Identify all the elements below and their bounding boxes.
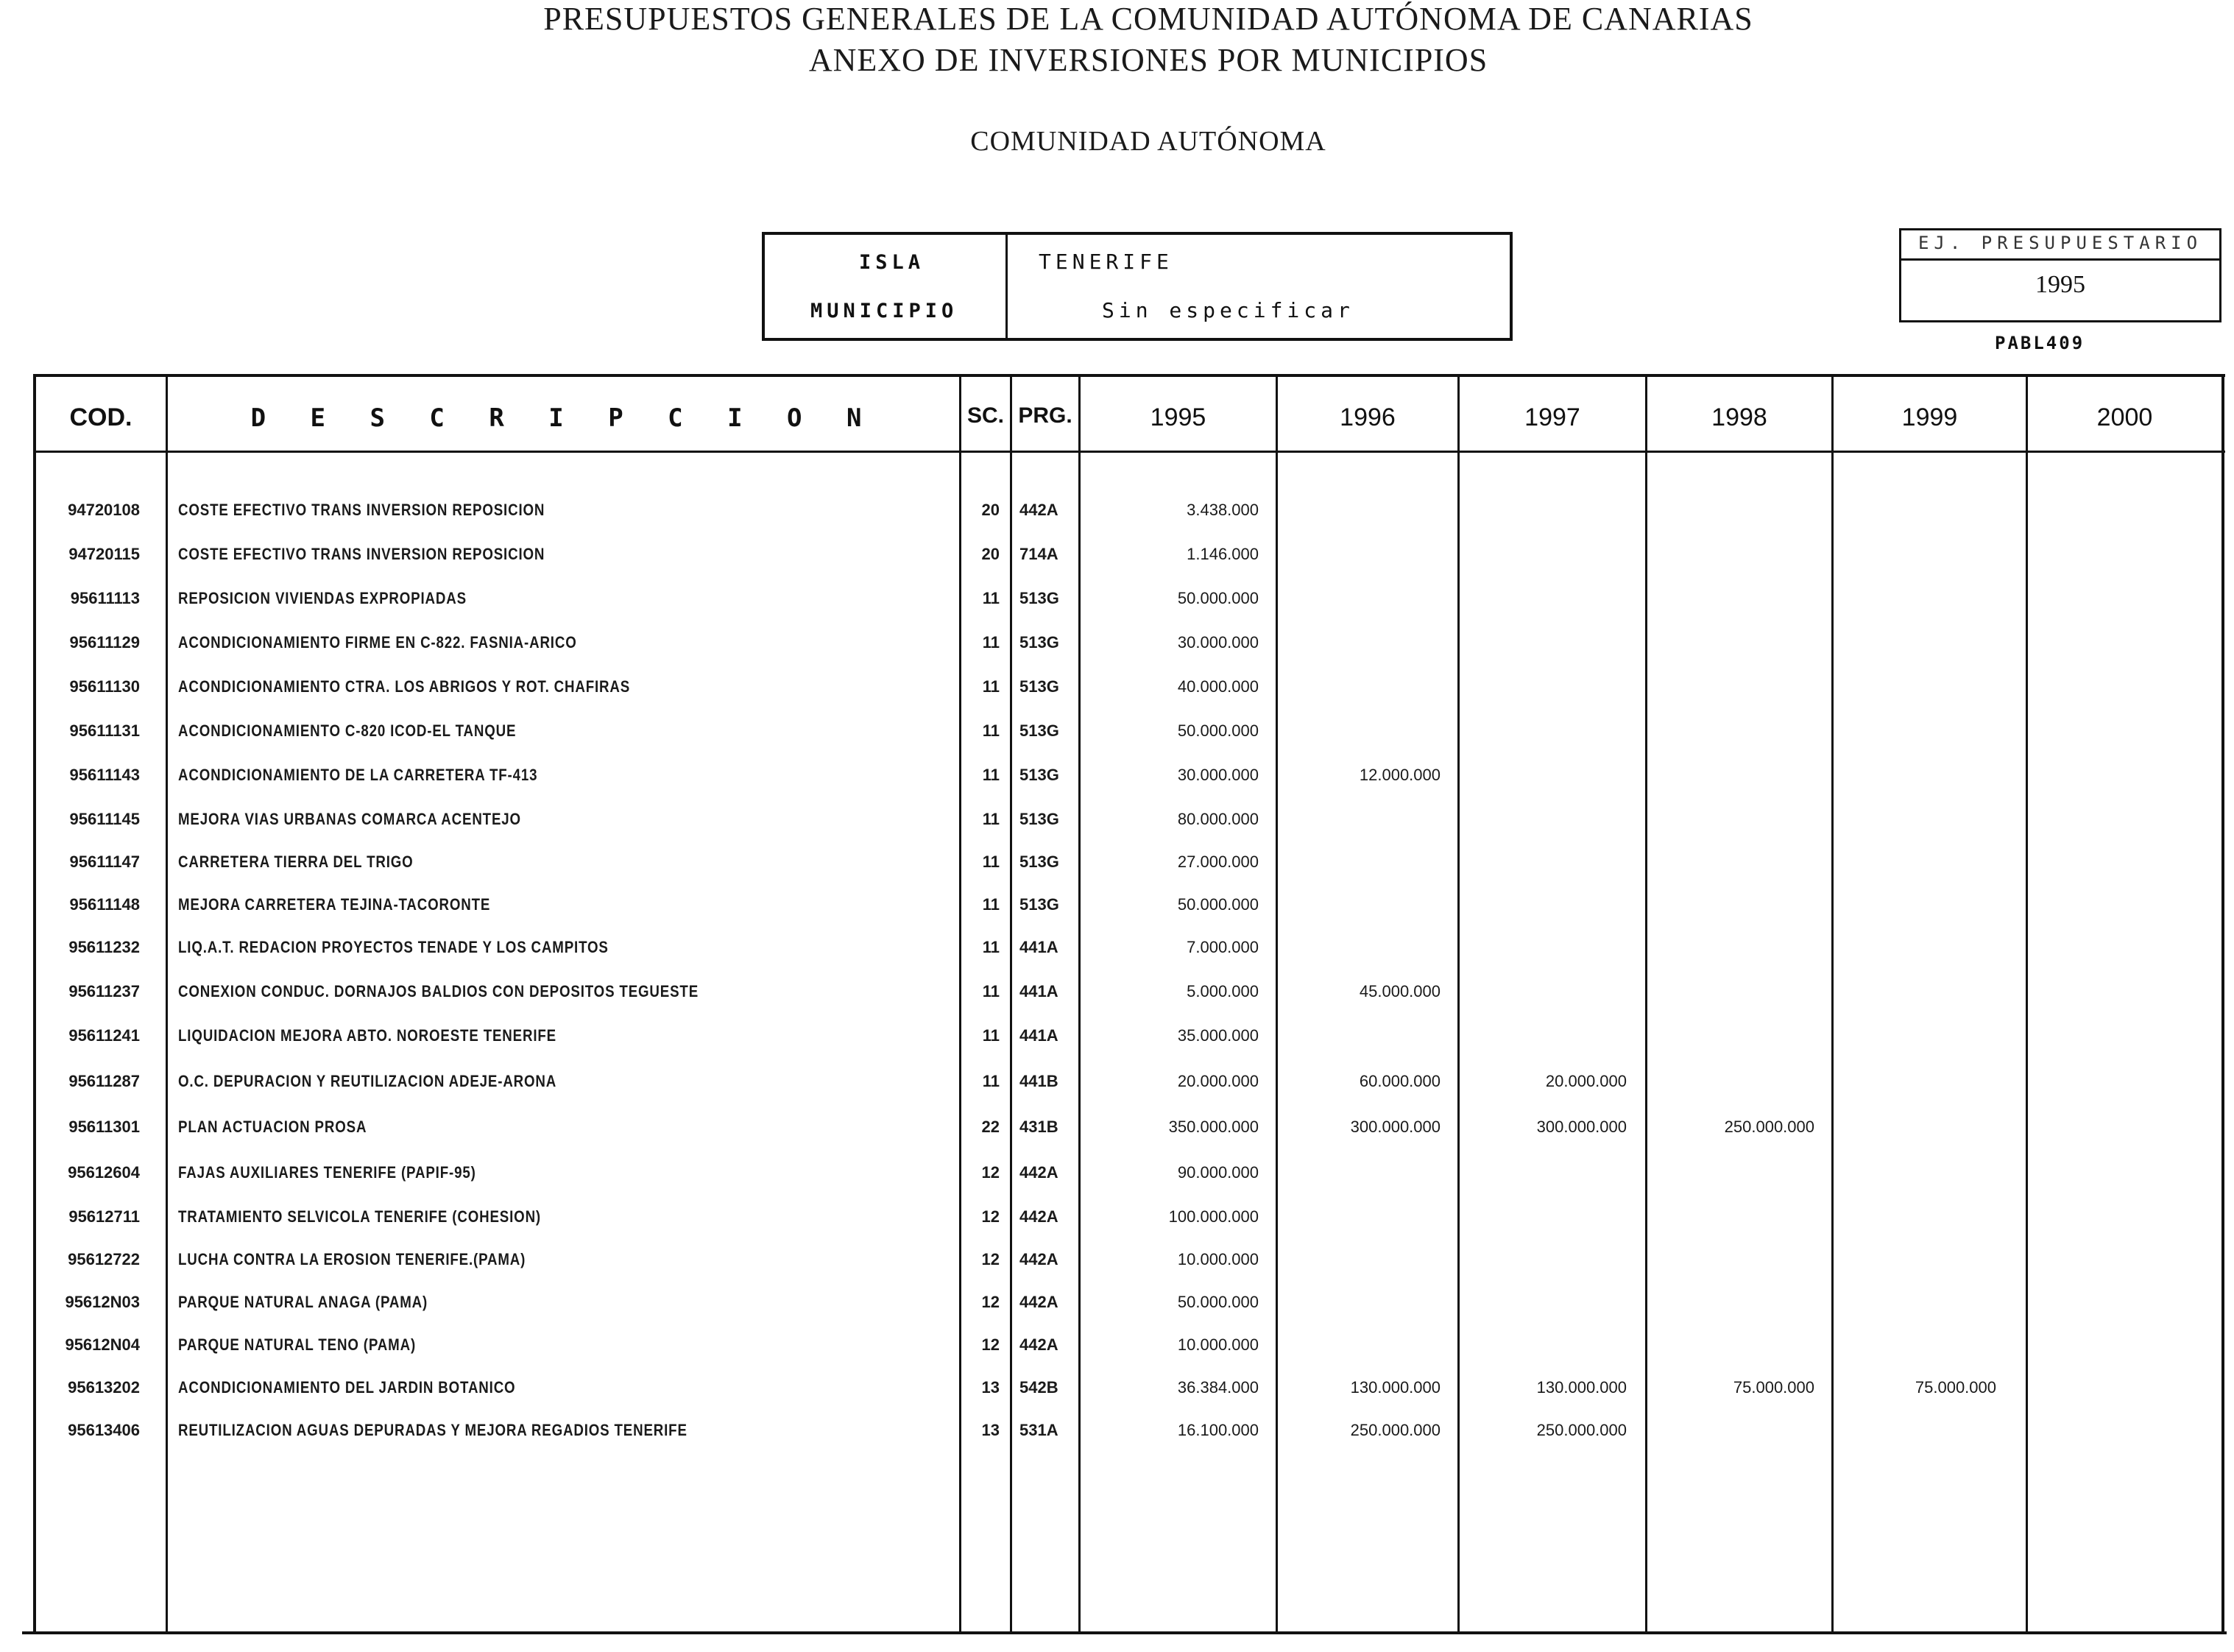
col-header-cod: COD. [69, 403, 132, 431]
col-border-1995 [1276, 374, 1278, 1631]
cell-amount-1995: 50.000.000 [1177, 1293, 1259, 1311]
cell-amount-1995: 90.000.000 [1177, 1163, 1259, 1182]
cell-prg: 542B [1019, 1378, 1058, 1397]
cell-descripcion: ACONDICIONAMIENTO FIRME EN C-822. FASNIA-ARICO [178, 633, 577, 652]
cell-prg: 442A [1019, 1335, 1058, 1354]
cell-amount-1995: 5.000.000 [1187, 982, 1259, 1000]
cell-amount-1995: 350.000.000 [1168, 1118, 1259, 1136]
isla-label: ISLA [859, 251, 925, 274]
cell-amount-1995: 80.000.000 [1177, 810, 1259, 828]
cell-cod: 94720115 [68, 545, 140, 563]
cell-sc: 13 [981, 1421, 1000, 1439]
cell-descripcion: REPOSICION VIVIENDAS EXPROPIADAS [178, 589, 467, 607]
isla-value: TENERIFE [1039, 250, 1173, 274]
cell-amount-1997: 250.000.000 [1536, 1421, 1627, 1439]
col-border-cod [166, 374, 168, 1631]
cell-descripcion: TRATAMIENTO SELVICOLA TENERIFE (COHESION) [178, 1207, 541, 1226]
cell-cod: 94720108 [68, 501, 140, 519]
cell-cod: 95613406 [68, 1421, 140, 1439]
cell-cod: 95611113 [70, 589, 140, 607]
cell-sc: 12 [981, 1163, 1000, 1182]
cell-descripcion: PARQUE NATURAL ANAGA (PAMA) [178, 1293, 428, 1311]
cell-amount-1996: 300.000.000 [1350, 1118, 1441, 1136]
cell-descripcion: MEJORA VIAS URBANAS COMARCA ACENTEJO [178, 810, 521, 828]
cell-descripcion: LIQUIDACION MEJORA ABTO. NOROESTE TENERIFE [178, 1026, 556, 1045]
col-border-prg [1078, 374, 1081, 1631]
cell-sc: 11 [982, 1072, 1000, 1090]
cell-cod: 95611241 [68, 1026, 140, 1045]
header-bottom-border [33, 451, 2225, 453]
col-border-1999 [2026, 374, 2028, 1631]
cell-cod: 95613202 [68, 1378, 140, 1397]
cell-amount-1995: 36.384.000 [1177, 1378, 1259, 1397]
cell-cod: 95611237 [68, 982, 140, 1000]
cell-amount-1995: 7.000.000 [1187, 938, 1259, 956]
cell-amount-1995: 20.000.000 [1177, 1072, 1259, 1090]
fiscal-year-divider [1901, 258, 2219, 261]
cell-amount-1995: 50.000.000 [1177, 721, 1259, 740]
col-border-1996 [1457, 374, 1460, 1631]
cell-cod: 95612N04 [65, 1335, 140, 1354]
cell-descripcion: COSTE EFECTIVO TRANS INVERSION REPOSICION [178, 501, 545, 519]
cell-amount-1995: 10.000.000 [1177, 1335, 1259, 1354]
page-code: PABL409 [1995, 333, 2085, 353]
cell-descripcion: O.C. DEPURACION Y REUTILIZACION ADEJE-ARONA [178, 1072, 557, 1090]
cell-cod: 95611148 [69, 895, 140, 914]
cell-amount-1999: 75.000.000 [1915, 1378, 1996, 1397]
cell-prg: 442A [1019, 1293, 1058, 1311]
cell-sc: 11 [982, 895, 1000, 914]
fiscal-year-value: 1995 [2035, 271, 2085, 298]
cell-sc: 11 [982, 589, 1000, 607]
cell-amount-1995: 40.000.000 [1177, 677, 1259, 696]
cell-descripcion: COSTE EFECTIVO TRANS INVERSION REPOSICION [178, 545, 545, 563]
cell-sc: 12 [981, 1250, 1000, 1268]
cell-amount-1995: 10.000.000 [1177, 1250, 1259, 1268]
cell-amount-1995: 1.146.000 [1187, 545, 1259, 563]
cell-cod: 95612711 [68, 1207, 140, 1226]
cell-amount-1995: 16.100.000 [1177, 1421, 1259, 1439]
cell-sc: 11 [982, 677, 1000, 696]
cell-amount-1996: 12.000.000 [1359, 766, 1441, 784]
cell-prg: 531A [1019, 1421, 1058, 1439]
municipio-value: Sin especificar [1102, 298, 1354, 322]
cell-prg: 441A [1019, 938, 1058, 956]
cell-sc: 11 [982, 766, 1000, 784]
cell-amount-1998: 250.000.000 [1724, 1118, 1814, 1136]
cell-sc: 11 [982, 1026, 1000, 1045]
cell-prg: 431B [1019, 1118, 1058, 1136]
cell-sc: 20 [981, 545, 1000, 563]
cell-prg: 714A [1019, 545, 1058, 563]
cell-prg: 442A [1019, 1163, 1058, 1182]
cell-amount-1995: 30.000.000 [1177, 633, 1259, 652]
col-header-1996: 1996 [1340, 403, 1396, 431]
cell-amount-1996: 45.000.000 [1359, 982, 1441, 1000]
cell-prg: 442A [1019, 501, 1058, 519]
cell-descripcion: PLAN ACTUACION PROSA [178, 1118, 367, 1136]
cell-descripcion: ACONDICIONAMIENTO DE LA CARRETERA TF-413 [178, 766, 538, 784]
cell-sc: 12 [981, 1207, 1000, 1226]
cell-prg: 513G [1019, 853, 1059, 871]
cell-sc: 12 [981, 1335, 1000, 1354]
cell-prg: 513G [1019, 721, 1059, 740]
col-border-1998 [1831, 374, 1834, 1631]
cell-cod: 95611131 [69, 721, 140, 740]
cell-sc: 20 [981, 501, 1000, 519]
col-border-1997 [1645, 374, 1647, 1631]
cell-descripcion: LUCHA CONTRA LA EROSION TENERIFE.(PAMA) [178, 1250, 526, 1268]
cell-prg: 441A [1019, 982, 1058, 1000]
cell-amount-1997: 20.000.000 [1545, 1072, 1627, 1090]
cell-descripcion: ACONDICIONAMIENTO CTRA. LOS ABRIGOS Y ROT. CHAFIRAS [178, 677, 631, 696]
cell-amount-1995: 30.000.000 [1177, 766, 1259, 784]
col-header-1995: 1995 [1150, 403, 1206, 431]
document-title: PRESUPUESTOS GENERALES DE LA COMUNIDAD AUTÓNOMA DE CANARIAS [543, 1, 1753, 37]
cell-prg: 442A [1019, 1250, 1058, 1268]
cell-prg: 441A [1019, 1026, 1058, 1045]
cell-descripcion: ACONDICIONAMIENTO DEL JARDIN BOTANICO [178, 1378, 516, 1397]
cell-descripcion: REUTILIZACION AGUAS DEPURADAS Y MEJORA REGADIOS TENERIFE [178, 1421, 687, 1439]
cell-descripcion: PARQUE NATURAL TENO (PAMA) [178, 1335, 417, 1354]
cell-descripcion: CARRETERA TIERRA DEL TRIGO [178, 853, 414, 871]
cell-amount-1996: 130.000.000 [1350, 1378, 1441, 1397]
document-subtitle: ANEXO DE INVERSIONES POR MUNICIPIOS [808, 42, 1488, 78]
cell-cod: 95611287 [68, 1072, 140, 1090]
cell-amount-1996: 60.000.000 [1359, 1072, 1441, 1090]
municipio-label: MUNICIPIO [810, 300, 958, 322]
col-header-1998: 1998 [1711, 403, 1767, 431]
cell-amount-1997: 130.000.000 [1536, 1378, 1627, 1397]
fiscal-year-label: EJ. PRESUPUESTARIO [1917, 233, 2203, 253]
cell-sc: 11 [982, 810, 1000, 828]
cell-amount-1995: 100.000.000 [1168, 1207, 1259, 1226]
cell-amount-1995: 3.438.000 [1187, 501, 1259, 519]
table-bottom-border [22, 1631, 2227, 1634]
cell-cod: 95611147 [69, 853, 140, 871]
table-top-border [33, 374, 2225, 377]
cell-prg: 513G [1019, 677, 1059, 696]
cell-amount-1995: 35.000.000 [1177, 1026, 1259, 1045]
cell-amount-1995: 27.000.000 [1177, 853, 1259, 871]
cell-cod: 95611129 [69, 633, 140, 652]
cell-sc: 11 [982, 721, 1000, 740]
cell-sc: 11 [982, 938, 1000, 956]
cell-prg: 513G [1019, 895, 1059, 914]
cell-amount-1995: 50.000.000 [1177, 895, 1259, 914]
location-divider [1005, 235, 1008, 338]
cell-descripcion: ACONDICIONAMIENTO C-820 ICOD-EL TANQUE [178, 721, 517, 740]
cell-sc: 11 [982, 982, 1000, 1000]
cell-prg: 513G [1019, 589, 1059, 607]
col-border-sc [1010, 374, 1012, 1631]
cell-sc: 12 [981, 1293, 1000, 1311]
col-header-2000: 2000 [2096, 403, 2153, 431]
cell-cod: 95611145 [69, 810, 140, 828]
cell-prg: 513G [1019, 633, 1059, 652]
cell-prg: 441B [1019, 1072, 1058, 1090]
cell-sc: 13 [981, 1378, 1000, 1397]
cell-sc: 22 [981, 1118, 1000, 1136]
cell-amount-1998: 75.000.000 [1733, 1378, 1814, 1397]
cell-cod: 95612N03 [65, 1293, 140, 1311]
cell-amount-1995: 50.000.000 [1177, 589, 1259, 607]
col-header-1999: 1999 [1901, 403, 1958, 431]
fiscal-year-box [1899, 228, 2221, 322]
cell-descripcion: CONEXION CONDUC. DORNAJOS BALDIOS CON DEPOSITOS TEGUESTE [178, 982, 699, 1000]
cell-cod: 95611130 [69, 677, 140, 696]
location-box [762, 232, 1513, 341]
cell-descripcion: MEJORA CARRETERA TEJINA-TACORONTE [178, 895, 491, 914]
col-border-right [2221, 374, 2224, 1631]
cell-prg: 513G [1019, 766, 1059, 784]
col-header-1997: 1997 [1524, 403, 1580, 431]
cell-amount-1997: 300.000.000 [1536, 1118, 1627, 1136]
cell-cod: 95611232 [68, 938, 140, 956]
cell-prg: 513G [1019, 810, 1059, 828]
cell-cod: 95611301 [68, 1118, 140, 1136]
cell-descripcion: FAJAS AUXILIARES TENERIFE (PAPIF-95) [178, 1163, 476, 1182]
col-header-sc: SC. [966, 403, 1004, 428]
cell-descripcion: LIQ.A.T. REDACION PROYECTOS TENADE Y LOS CAMPITOS [178, 938, 609, 956]
cell-prg: 442A [1019, 1207, 1058, 1226]
col-header-prg: PRG. [1018, 403, 1072, 428]
col-header-descripcion: D E S C R I P C I O N [250, 403, 877, 433]
cell-amount-1996: 250.000.000 [1350, 1421, 1441, 1439]
cell-cod: 95612722 [68, 1250, 140, 1268]
section-title: COMUNIDAD AUTÓNOMA [970, 126, 1326, 157]
cell-sc: 11 [982, 633, 1000, 652]
cell-sc: 11 [982, 853, 1000, 871]
cell-cod: 95611143 [69, 766, 140, 784]
cell-cod: 95612604 [68, 1163, 140, 1182]
